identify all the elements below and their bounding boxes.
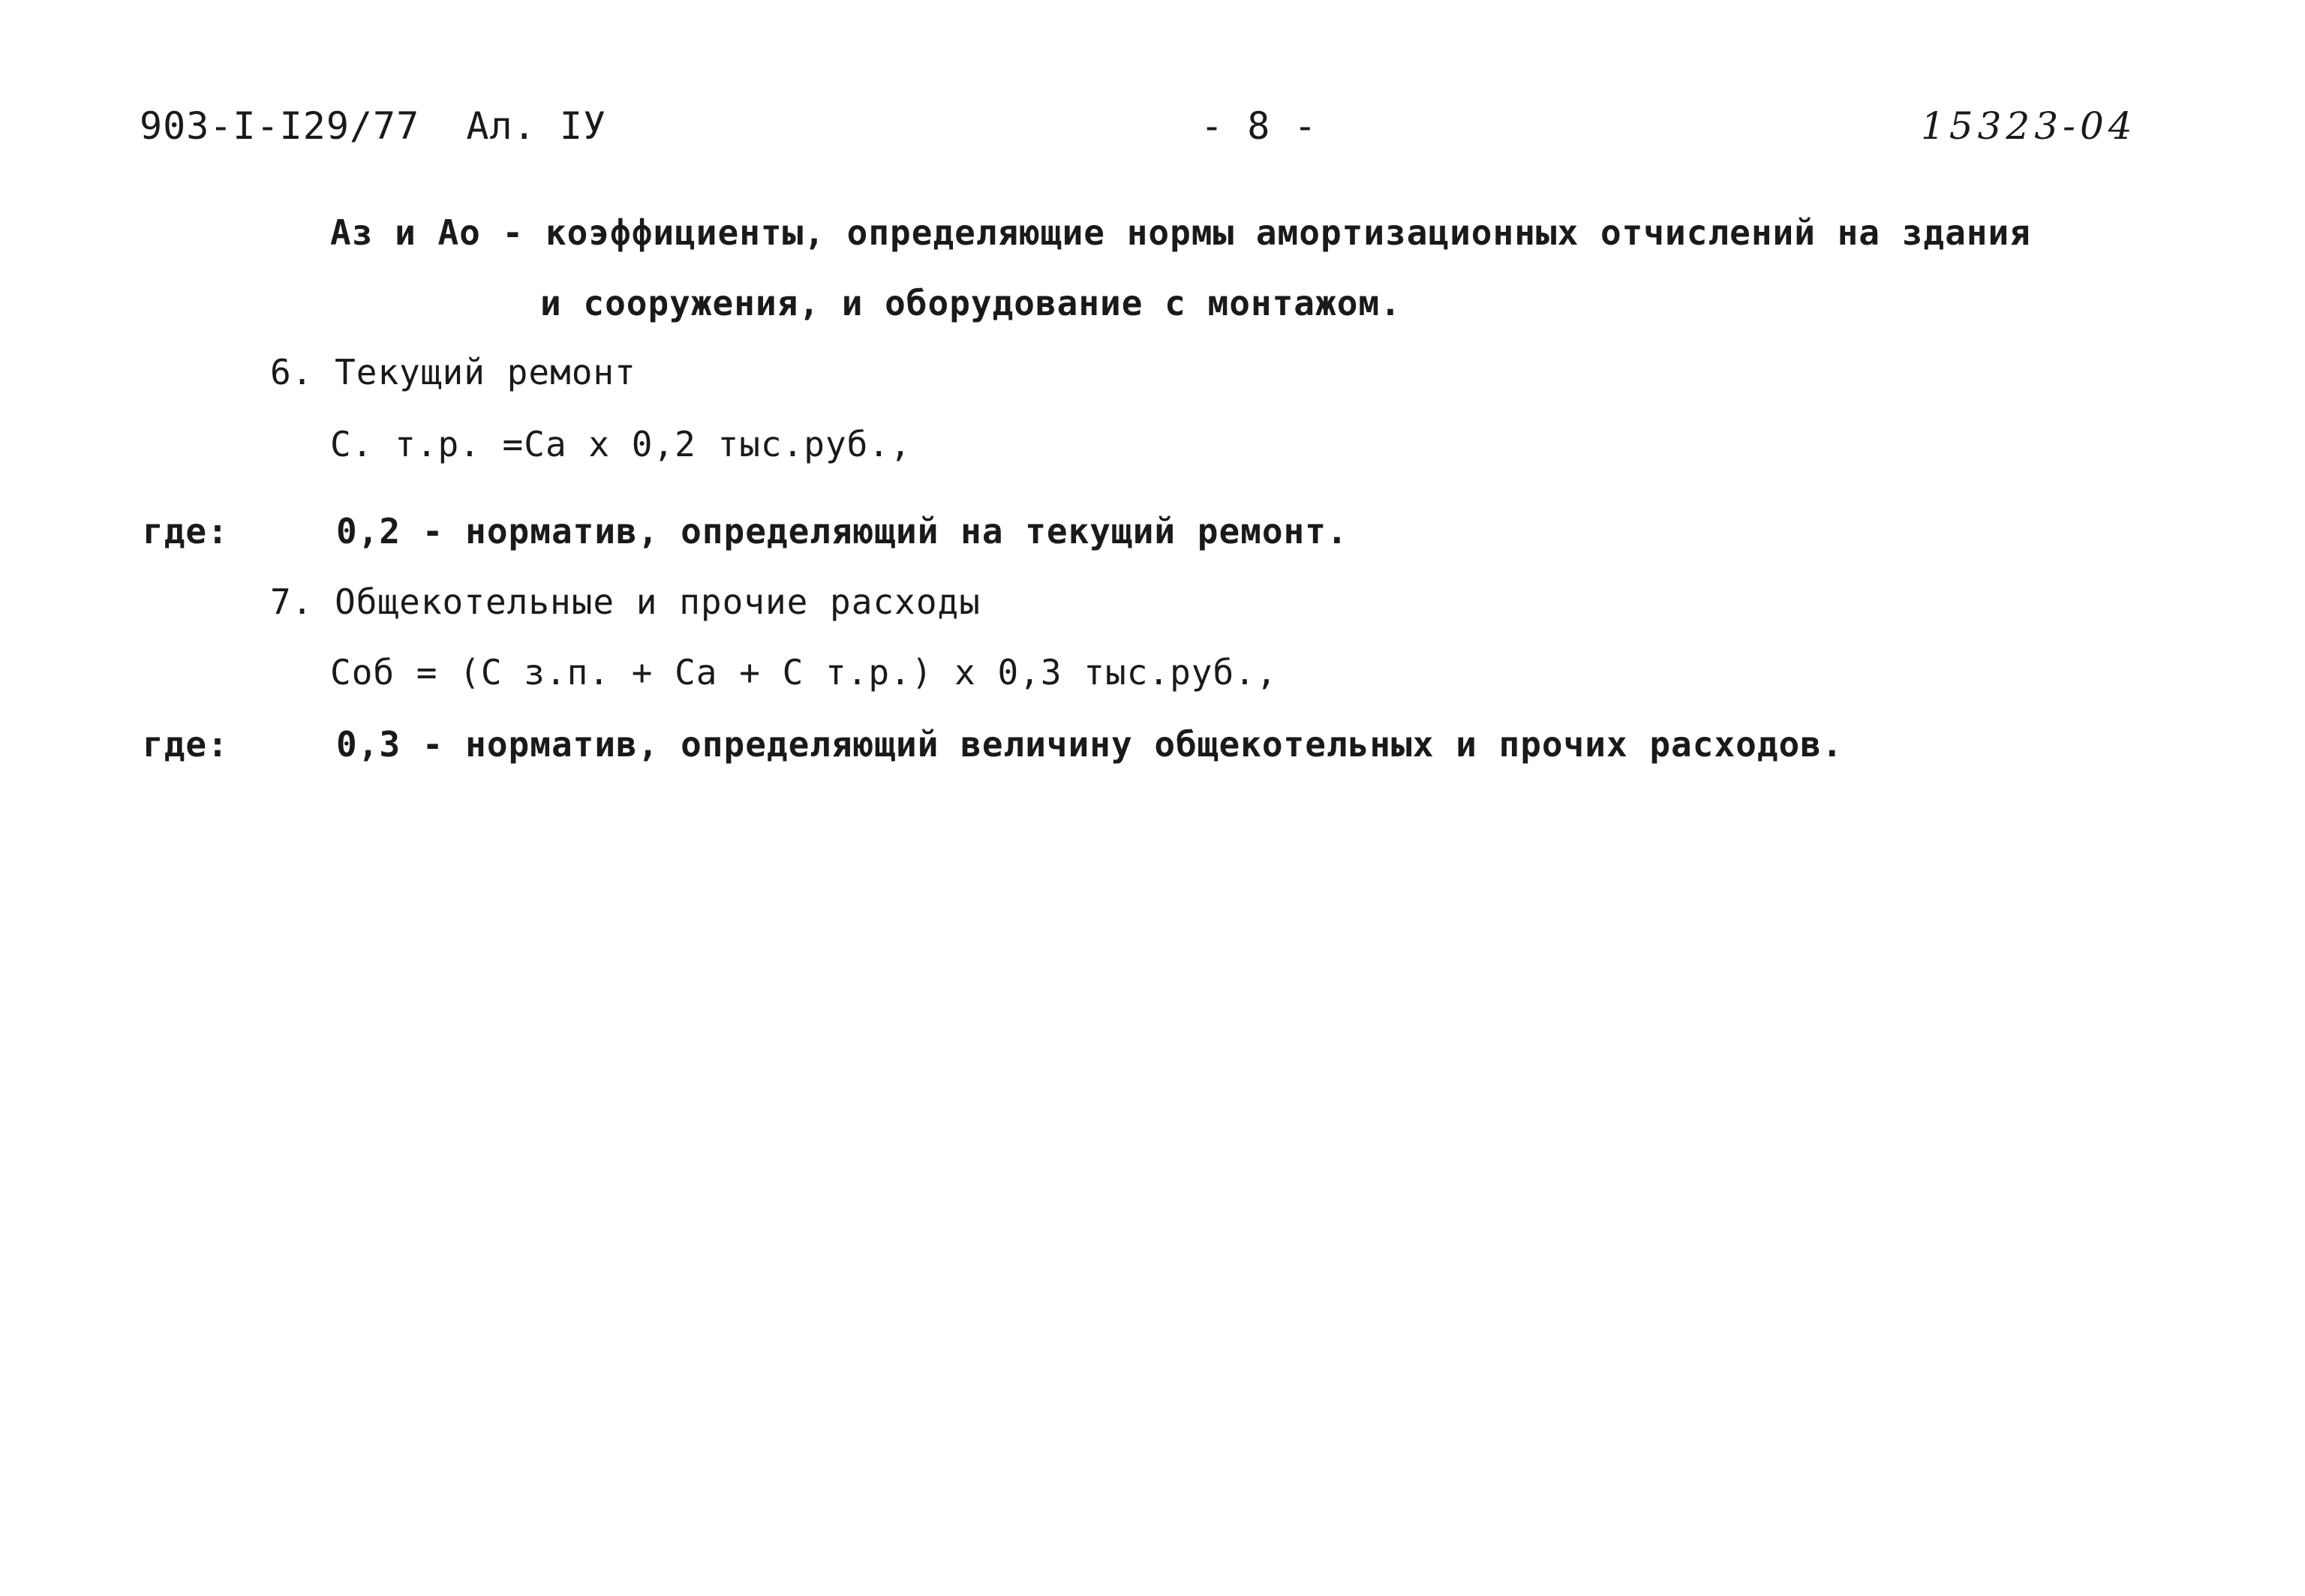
where-label: где:: [143, 724, 229, 765]
document-code: 903-I-I29/77 Ал. IУ: [140, 104, 607, 148]
item-6-where-text: 0,2 - норматив, определяющий на текущий ремонт.: [336, 511, 1348, 552]
handwritten-stamp: 15323-04: [1921, 104, 2137, 148]
item-6-heading: 6. Текущий ремонт: [270, 352, 636, 392]
where-label: где:: [143, 511, 229, 552]
item-7-formula: Соб = (С з.п. + Са + С т.р.) х 0,3 тыс.руб.,: [330, 652, 1278, 693]
item-7-heading: 7. Общекотельные и прочие расходы: [270, 582, 981, 622]
item-7-where-text: 0,3 - норматив, определяющий величину общекотельных и прочих расходов.: [336, 724, 1844, 765]
coefficients-definition-line-1: Аз и Ао - коэффициенты, определяющие нормы амортизационных отчислений на здания: [330, 212, 2031, 253]
coefficients-definition-line-2: и сооружения, и оборудование с монтажом.: [540, 283, 1402, 323]
page-number: - 8 -: [1201, 104, 1318, 148]
item-6-formula: С. т.р. =Са х 0,2 тыс.руб.,: [330, 424, 912, 464]
